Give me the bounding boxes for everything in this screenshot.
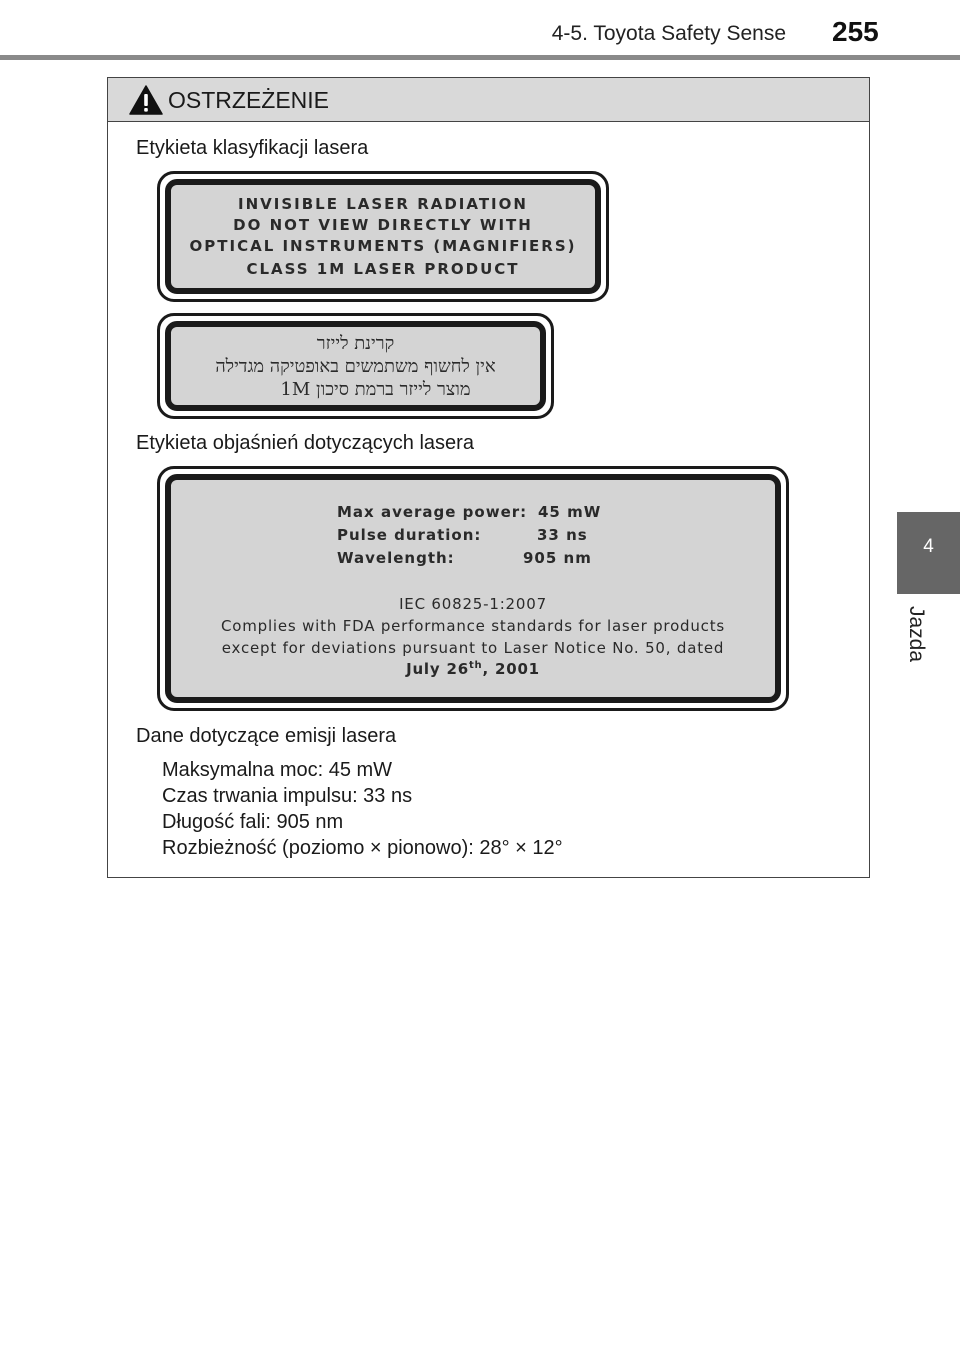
chapter-number: 4 — [923, 536, 934, 557]
chapter-label: Jazda — [905, 606, 928, 663]
english-label-line: DO NOT VIEW DIRECTLY WITH — [233, 216, 533, 234]
compliance-date — [171, 660, 775, 678]
spec-key: Pulse duration: — [337, 526, 482, 544]
spec-key: Max average power: — [337, 503, 528, 521]
hebrew-label-line: קרינת לייזר — [316, 333, 395, 354]
compliance-line: except for deviations pursuant to Laser Notice No. 50, dated — [221, 639, 725, 657]
english-label-line: INVISIBLE LASER RADIATION — [238, 195, 528, 213]
hebrew-laser-label — [157, 313, 554, 419]
page-number: 255 — [832, 16, 879, 47]
classification-label-heading: Etykieta klasyfikacji lasera — [136, 137, 369, 159]
warning-triangle-icon — [129, 85, 163, 115]
emission-data-heading: Dane dotyczące emisji lasera — [136, 725, 397, 747]
spec-value: 33 ns — [537, 526, 588, 544]
compliance-line: Complies with FDA performance standards for laser products — [220, 617, 726, 635]
date-suffix: , 2001 — [482, 660, 540, 678]
spec-value: 45 mW — [538, 503, 602, 521]
warning-header — [108, 78, 869, 122]
hebrew-label-line: מוצר לייזר ברמת סיכון 1M — [280, 379, 471, 400]
english-label-line: OPTICAL INSTRUMENTS (MAGNIFIERS) — [189, 237, 577, 255]
hebrew-label-line: אין לחשוף משתמשים באופטיקה מגדילה — [215, 356, 496, 377]
warning-title: OSTRZEŻENIE — [168, 87, 330, 113]
emission-data-line: Rozbieżność (poziomo × pionowo): 28° × 12° — [162, 837, 563, 859]
date-sup: th — [468, 660, 483, 671]
emission-data-line: Długość fali: 905 nm — [162, 811, 344, 833]
english-label-line: CLASS 1M LASER PRODUCT — [246, 260, 520, 278]
english-laser-label — [157, 171, 609, 302]
spec-value: 905 nm — [523, 549, 592, 567]
spec-key: Wavelength: — [337, 549, 455, 567]
header-rule — [0, 55, 960, 60]
explanatory-laser-label — [157, 466, 789, 711]
emission-data-line: Maksymalna moc: 45 mW — [162, 759, 393, 781]
iec-standard: IEC 60825-1:2007 — [399, 595, 547, 613]
explanatory-label-heading: Etykieta objaśnień dotyczących lasera — [136, 432, 474, 454]
date-prefix: July 26 — [406, 660, 469, 678]
chapter-tab[interactable] — [897, 512, 960, 594]
section-title: 4-5. Toyota Safety Sense — [551, 22, 786, 45]
emission-data-line: Czas trwania impulsu: 33 ns — [162, 785, 413, 807]
